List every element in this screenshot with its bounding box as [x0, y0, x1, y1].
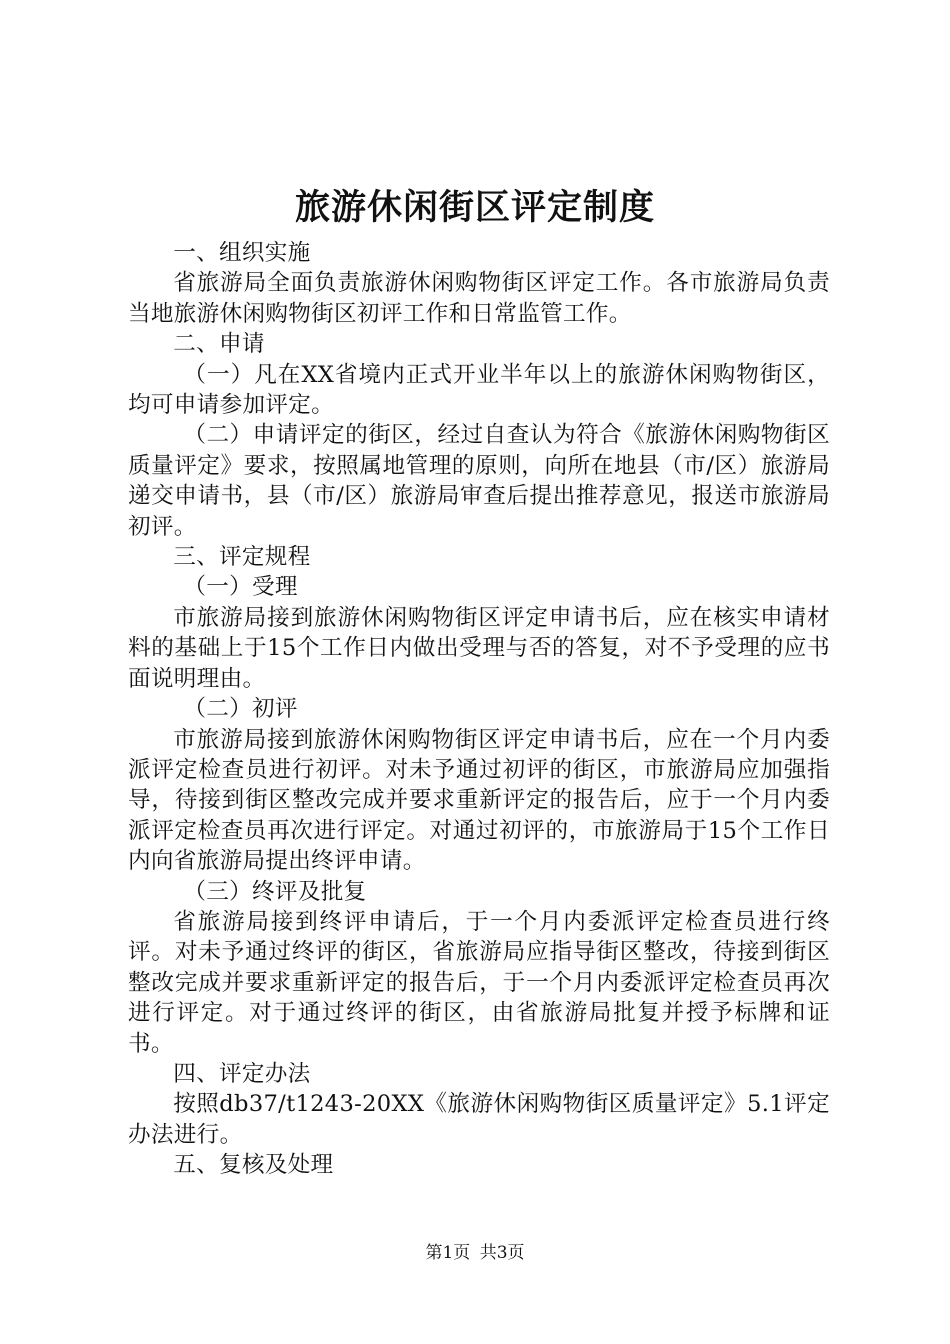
numbered-item: （一）凡在XX省境内正式开业半年以上的旅游休闲购物街区，均可申请参加评定。: [128, 361, 830, 419]
section-heading: 三、评定规程: [173, 544, 311, 571]
page-total: 共3页: [479, 1243, 525, 1263]
paragraph: 市旅游局接到旅游休闲购物街区评定申请书后，应在核实申请材料的基础上于15个工作日内做出受理与否的答复，对不予受理的应书面说明理由。: [128, 604, 830, 692]
paragraph: 市旅游局接到旅游休闲购物街区评定申请书后，应在一个月内委派评定检查员进行初评。对未予通过初评的街区，市旅游局应加强指导，待接到街区整改完成并要求重新评定的报告后，应于一个月内委派评定检查员再次进行评定。对通过初评的，市旅游局于15个工作日内向省旅游局提出终评申请。: [128, 726, 830, 875]
page-number: 第1页: [425, 1243, 471, 1263]
section-heading: 一、组织实施: [173, 240, 311, 266]
section-heading: 二、申请: [173, 331, 265, 358]
paragraph: 按照db37/t1243-20XX《旅游休闲购物街区质量评定》5.1评定办法进行。: [128, 1091, 830, 1148]
paragraph: 省旅游局全面负责旅游休闲购物街区评定工作。各市旅游局负责当地旅游休闲购物街区初评工作和日常监管工作。: [128, 270, 830, 327]
paragraph: 省旅游局接到终评申请后，于一个月内委派评定检查员进行终评。对未予通过终评的街区，省旅游局应指导街区整改，待接到街区整改完成并要求重新评定的报告后，于一个月内委派评定检查员再次进行评定。对于通过终评的街区，由省旅游局批复并授予标牌和证书。: [128, 908, 830, 1057]
numbered-item: （二）申请评定的街区，经过自查认为符合《旅游休闲购物街区质量评定》要求，按照属地管理的原则，向所在地县（市/区）旅游局递交申请书，县（市/区）旅游局审查后提出推荐意见，报送市旅游局初评。: [128, 422, 830, 540]
section-heading: 五、复核及处理: [173, 1152, 334, 1179]
subsection-heading: （一）受理: [183, 574, 298, 601]
document-title: 旅游休闲街区评定制度: [294, 187, 655, 228]
page-footer: [0, 1241, 950, 1265]
subsection-heading: （二）初评: [183, 696, 298, 723]
document-body: [128, 238, 830, 1181]
section-heading: 四、评定办法: [173, 1060, 311, 1087]
subsection-heading: （三）终评及批复: [183, 878, 367, 905]
